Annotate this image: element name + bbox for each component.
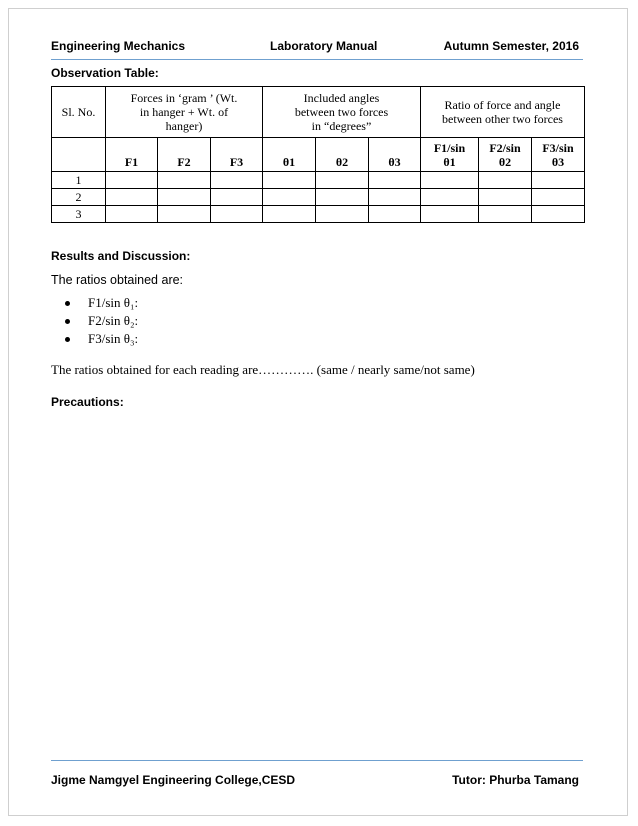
table-cell bbox=[532, 189, 585, 206]
table-cell bbox=[158, 172, 211, 189]
footer-tutor: Tutor: Phurba Tamang bbox=[452, 773, 579, 787]
table-cell bbox=[421, 189, 479, 206]
table-cell bbox=[369, 189, 421, 206]
ratio-header-line: Ratio of force and angle bbox=[444, 98, 561, 112]
sub-header-theta1: θ1 bbox=[263, 138, 316, 172]
results-intro: The ratios obtained are: bbox=[51, 273, 184, 287]
ratio2-line: θ2 bbox=[498, 154, 512, 169]
ratio3-line: θ3 bbox=[551, 154, 565, 169]
table-cell bbox=[369, 206, 421, 223]
table-cell bbox=[421, 206, 479, 223]
ratio3-line: F3/sin bbox=[542, 140, 574, 155]
header-cell-forces bbox=[106, 87, 263, 138]
list-item-text: F1/sin θ₁: bbox=[88, 295, 139, 310]
ratio-list bbox=[51, 294, 138, 348]
table-cell bbox=[263, 189, 316, 206]
bullet-icon bbox=[65, 337, 70, 342]
page-footer bbox=[51, 773, 583, 789]
observation-table bbox=[51, 86, 585, 223]
table-cell bbox=[369, 172, 421, 189]
list-item-text: F2/sin θ₂: bbox=[88, 313, 139, 328]
header-cell-sl-no: Sl. No. bbox=[52, 87, 106, 138]
list-item bbox=[51, 294, 138, 312]
table-cell bbox=[479, 172, 532, 189]
ratio1-line: θ1 bbox=[443, 154, 456, 169]
ratio1-line: F1/sin bbox=[433, 140, 466, 155]
angles-header-line: in “degrees” bbox=[311, 119, 372, 133]
table-cell bbox=[316, 206, 369, 223]
sub-header-ratio2 bbox=[479, 138, 532, 172]
sub-header-theta3: θ3 bbox=[369, 138, 421, 172]
list-item bbox=[51, 312, 138, 330]
ratio-header-line: between other two forces bbox=[442, 112, 563, 126]
footer-divider bbox=[51, 760, 583, 761]
sub-header-f1: F1 bbox=[106, 138, 158, 172]
table-cell bbox=[263, 206, 316, 223]
sub-header-empty bbox=[52, 138, 106, 172]
header-cell-angles bbox=[263, 87, 421, 138]
table-cell bbox=[211, 172, 263, 189]
table-cell bbox=[479, 206, 532, 223]
table-cell bbox=[211, 189, 263, 206]
forces-header-line: in hanger + Wt. of bbox=[139, 105, 229, 119]
table-cell bbox=[106, 206, 158, 223]
bullet-icon bbox=[65, 319, 70, 324]
table-row bbox=[52, 172, 585, 189]
table-cell bbox=[106, 189, 158, 206]
angles-header-line: Included angles bbox=[303, 91, 380, 105]
table-cell bbox=[421, 172, 479, 189]
row-number: 1 bbox=[52, 172, 106, 189]
row-number: 2 bbox=[52, 189, 106, 206]
bullet-icon bbox=[65, 301, 70, 306]
table-cell bbox=[532, 172, 585, 189]
header-manual-title: Laboratory Manual bbox=[270, 39, 378, 53]
results-heading: Results and Discussion: bbox=[51, 249, 191, 263]
ratio2-line: F2/sin bbox=[489, 140, 521, 155]
table-cell bbox=[158, 189, 211, 206]
table-cell bbox=[106, 172, 158, 189]
list-item-text: F3/sin θ₃: bbox=[88, 331, 139, 346]
forces-header-line: Forces in ‘gram ’ (Wt. bbox=[130, 91, 238, 105]
header-cell-ratio bbox=[421, 87, 585, 138]
precautions-heading: Precautions: bbox=[51, 395, 124, 409]
observation-heading: Observation Table: bbox=[51, 66, 159, 80]
sub-header-f2: F2 bbox=[158, 138, 211, 172]
table-cell bbox=[479, 189, 532, 206]
header-divider bbox=[51, 59, 583, 60]
table-cell bbox=[158, 206, 211, 223]
header-semester: Autumn Semester, 2016 bbox=[443, 39, 579, 53]
forces-header-line: hanger) bbox=[165, 119, 203, 133]
table-cell bbox=[316, 189, 369, 206]
sub-header-f3: F3 bbox=[211, 138, 263, 172]
footer-college: Jigme Namgyel Engineering College,CESD bbox=[51, 773, 296, 787]
table-cell bbox=[532, 206, 585, 223]
table-row bbox=[52, 206, 585, 223]
table-row bbox=[52, 189, 585, 206]
table-cell bbox=[263, 172, 316, 189]
angles-header-line: between two forces bbox=[294, 105, 389, 119]
sub-header-ratio3 bbox=[532, 138, 585, 172]
list-item bbox=[51, 330, 138, 348]
header-course-title: Engineering Mechanics bbox=[51, 39, 186, 53]
sub-header-theta2: θ2 bbox=[316, 138, 369, 172]
table-cell bbox=[211, 206, 263, 223]
results-conclusion: The ratios obtained for each reading are…………. (same / nearly same/not same) bbox=[51, 362, 475, 377]
row-number: 3 bbox=[52, 206, 106, 223]
table-cell bbox=[316, 172, 369, 189]
sub-header-ratio1 bbox=[421, 138, 479, 172]
page-header bbox=[51, 39, 583, 55]
